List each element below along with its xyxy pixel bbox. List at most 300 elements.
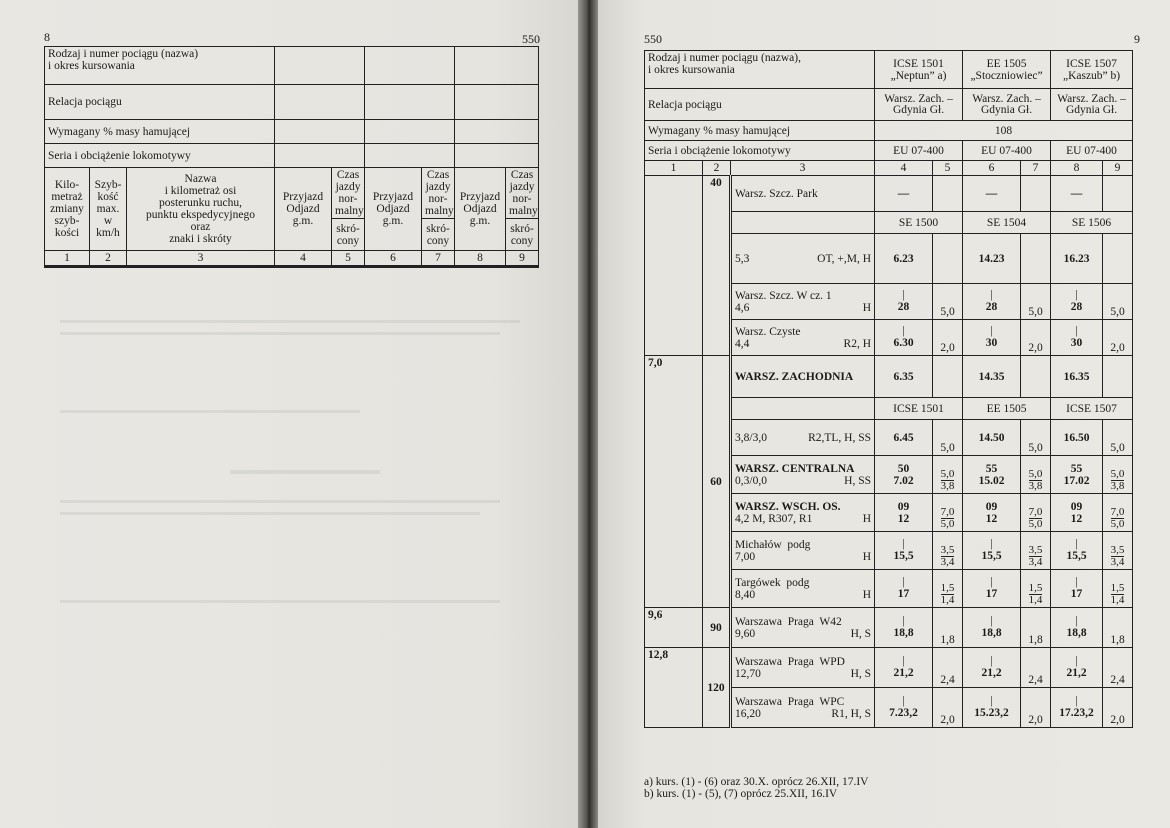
pass-through-mark: |	[1075, 615, 1078, 627]
left-col-time-short-2: skró- cony	[422, 219, 455, 251]
station-name: Warsz. Szcz. Park	[735, 187, 818, 200]
show-through-line	[60, 500, 500, 503]
run-time: 5,0	[1028, 306, 1043, 318]
run-time-normal: 5,0	[940, 468, 955, 480]
run-time-cell	[1021, 456, 1051, 494]
run-time-cell	[1103, 608, 1133, 648]
left-col-km: Kilo- metraż zmiany szyb- kości	[45, 168, 90, 251]
train-name: „Neptun” a)	[890, 69, 947, 82]
right-colnum: 1	[645, 161, 703, 176]
arrival-minute: 09	[1070, 500, 1083, 513]
run-time-normal: 7,0	[1028, 506, 1043, 518]
later-train: ICSE 1507	[1051, 398, 1133, 420]
left-col-time-norm-3: Czas jazdy nor- malny	[506, 168, 539, 219]
run-time: 1,8	[940, 634, 955, 646]
left-page	[0, 0, 578, 828]
table-row	[645, 608, 1133, 648]
station-km-marks	[735, 708, 871, 720]
run-time: 5,0	[1110, 306, 1125, 318]
run-time-cell	[1021, 176, 1051, 212]
station-marks: R2,TL, H, SS	[808, 431, 872, 444]
run-time-cell	[933, 494, 963, 532]
departure-time: —	[985, 187, 998, 200]
departure-time: 30	[985, 337, 998, 349]
time-cell	[963, 494, 1021, 532]
run-time-normal: 1,5	[1028, 582, 1043, 594]
time-cell	[875, 176, 933, 212]
station-marks: OT, +,M, H	[817, 252, 872, 265]
left-colnum: 8	[455, 251, 506, 267]
max-speed: 40	[703, 176, 731, 356]
pass-through-mark: |	[1075, 325, 1078, 337]
time-cell	[1051, 648, 1103, 688]
band-spacer	[731, 212, 875, 234]
departure-time: 15,5	[1066, 550, 1087, 562]
time-cell	[963, 420, 1021, 456]
right-colnum: 5	[933, 161, 963, 176]
departure-time: 12	[897, 512, 910, 525]
train-number: EE 1505	[986, 57, 1027, 70]
run-time: 5,0	[1028, 442, 1043, 454]
time-cell	[875, 456, 933, 494]
departure-time: 15.23,2	[974, 707, 1009, 719]
departure-time: 15,5	[981, 550, 1002, 562]
run-time-cell	[933, 648, 963, 688]
time-cell	[1051, 570, 1103, 608]
run-time: 5,0	[940, 306, 955, 318]
time-cell	[963, 284, 1021, 320]
station-km-marks	[735, 475, 871, 487]
run-time-short: 5,0	[940, 518, 955, 530]
departure-time: 7.23,2	[889, 707, 918, 719]
run-time-fraction	[1111, 507, 1125, 530]
time-cell	[1051, 456, 1103, 494]
station-km-axis: 16,20	[735, 707, 761, 720]
run-time: 1,8	[1028, 634, 1043, 646]
right-page-number: 9	[1134, 32, 1140, 46]
departure-time: 17	[1070, 588, 1083, 600]
time-cell	[1051, 356, 1103, 398]
station-km-marks	[735, 432, 871, 444]
station-marks: H	[862, 550, 872, 563]
left-colnum: 4	[275, 251, 332, 267]
run-time-cell	[933, 356, 963, 398]
departure-time: 17	[897, 588, 910, 600]
run-time-cell	[1021, 532, 1051, 570]
run-time-cell	[1021, 420, 1051, 456]
station-name: WARSZ. ZACHODNIA	[735, 370, 854, 383]
departure-time: 12	[1070, 512, 1083, 525]
arrival-minute: 50	[897, 462, 910, 475]
time-cell	[1051, 688, 1103, 728]
station-marks: H, S	[850, 667, 872, 680]
departure-time: 15,5	[893, 550, 914, 562]
left-col-time-norm-1: Czas jazdy nor- malny	[332, 168, 365, 219]
departure-time: 21,2	[893, 667, 914, 679]
right-train-label: Rodzaj i numer pociągu (nazwa), i okres kursowania	[645, 51, 875, 89]
departure-time: 18,8	[981, 627, 1002, 639]
footnote-a: a) kurs. (1) - (6) oraz 30.X. oprócz 26.XII, 17.IV	[644, 776, 869, 788]
left-colnum: 3	[127, 251, 275, 267]
prior-train: SE 1506	[1051, 212, 1133, 234]
left-colnum: 5	[332, 251, 365, 267]
run-time-cell	[1103, 356, 1133, 398]
time-cell	[1051, 494, 1103, 532]
max-speed: 60	[703, 356, 731, 608]
run-time: 1,8	[1110, 634, 1125, 646]
run-time-cell	[1103, 532, 1133, 570]
footnote-b: b) kurs. (1) - (5), (7) oprócz 25.XII, 16.IV	[644, 788, 838, 800]
station-km-marks	[735, 668, 871, 680]
station-cell	[731, 494, 875, 532]
run-time-cell	[1103, 320, 1133, 356]
left-col-arr-dep-3: Przyjazd Odjazd g.m.	[455, 168, 506, 251]
pass-through-mark: |	[902, 615, 905, 627]
run-time-cell	[1103, 284, 1133, 320]
departure-time: 12	[985, 512, 998, 525]
station-km-axis: 12,70	[735, 667, 761, 680]
time-cell	[1051, 420, 1103, 456]
loco-1: EU 07-400	[875, 141, 963, 161]
run-time-short: 3,4	[1028, 556, 1043, 568]
run-time: 2,0	[940, 714, 955, 726]
station-km-axis: 4,6	[735, 301, 750, 314]
run-time-cell	[1021, 494, 1051, 532]
station-km-marks	[735, 551, 871, 563]
departure-time: 16.23	[1063, 252, 1090, 265]
run-time-fraction	[941, 583, 955, 606]
show-through-line	[60, 512, 480, 515]
time-cell	[875, 284, 933, 320]
time-cell	[963, 234, 1021, 284]
run-time-fraction	[1029, 507, 1043, 530]
departure-time: 6.30	[893, 337, 914, 349]
station-marks: H	[862, 512, 872, 525]
departure-time: 18,8	[893, 627, 914, 639]
run-time-normal: 7,0	[1110, 506, 1125, 518]
station-name: Michałów podg	[735, 538, 811, 551]
time-cell	[875, 420, 933, 456]
pass-through-mark: |	[990, 538, 993, 550]
pass-through-mark: |	[1075, 538, 1078, 550]
loco-3: EU 07-400	[1051, 141, 1133, 161]
pass-through-mark: |	[990, 655, 993, 667]
station-cell	[731, 284, 875, 320]
station-km-axis: 4,4	[735, 337, 750, 350]
time-cell	[963, 320, 1021, 356]
station-name: WARSZ. WSCH. OS.	[735, 500, 841, 513]
time-cell	[1051, 320, 1103, 356]
run-time-short: 3,8	[1028, 480, 1043, 492]
station-name: Warszawa Praga W42	[735, 615, 842, 628]
run-time: 2,0	[1110, 714, 1125, 726]
max-speed: 120	[703, 648, 731, 728]
right-timetable	[644, 50, 1133, 728]
pass-through-mark: |	[902, 289, 905, 301]
train-relation-2: Warsz. Zach. – Gdynia Gł.	[963, 89, 1051, 121]
left-col-time-short-1: skró- cony	[332, 219, 365, 251]
run-time-short: 3,4	[1110, 556, 1125, 568]
run-time-cell	[1021, 608, 1051, 648]
station-name: Targówek podg	[735, 576, 810, 589]
run-time-cell	[1021, 320, 1051, 356]
later-train: ICSE 1501	[875, 398, 963, 420]
run-time-normal: 5,0	[1110, 468, 1125, 480]
pass-through-mark: |	[990, 289, 993, 301]
train-name: „Stoczniowiec”	[970, 69, 1043, 82]
run-time-fraction	[1029, 583, 1043, 606]
departure-time: 17	[985, 588, 998, 600]
time-cell	[1051, 176, 1103, 212]
run-time-normal: 1,5	[940, 582, 955, 594]
train-name: „Kaszub” b)	[1062, 69, 1121, 82]
show-through-line	[60, 410, 360, 413]
run-time-normal: 5,0	[1028, 468, 1043, 480]
train-relation-3: Warsz. Zach. – Gdynia Gł.	[1051, 89, 1133, 121]
train-header-1	[875, 51, 963, 89]
run-time-cell	[933, 456, 963, 494]
left-colnum: 6	[365, 251, 422, 267]
time-cell	[963, 570, 1021, 608]
train-header-2	[963, 51, 1051, 89]
show-through-line	[60, 600, 500, 603]
pass-through-mark: |	[902, 576, 905, 588]
right-timetable-number: 550	[644, 32, 662, 46]
station-cell	[731, 608, 875, 648]
departure-time: 21,2	[981, 667, 1002, 679]
run-time: 2,0	[1028, 342, 1043, 354]
left-col-time-norm-2: Czas jazdy nor- malny	[422, 168, 455, 219]
time-cell	[1051, 284, 1103, 320]
left-col-arr-dep-2: Przyjazd Odjazd g.m.	[365, 168, 422, 251]
time-cell	[1051, 608, 1103, 648]
run-time-normal: 7,0	[940, 506, 955, 518]
run-time-cell	[933, 570, 963, 608]
run-time-short: 5,0	[1028, 518, 1043, 530]
run-time: 2,4	[1028, 674, 1043, 686]
time-cell	[875, 356, 933, 398]
station-km-axis: 9,60	[735, 627, 756, 640]
departure-time: 16.35	[1063, 370, 1090, 383]
station-cell	[731, 176, 875, 212]
left-train-label: Rodzaj i numer pociągu (nazwa) i okres kursowania	[45, 47, 275, 85]
run-time-cell	[1021, 284, 1051, 320]
run-time-cell	[933, 176, 963, 212]
arrival-minute: 09	[985, 500, 998, 513]
left-col-speed: Szyb- kość max. w km/h	[90, 168, 127, 251]
run-time-short: 5,0	[1110, 518, 1125, 530]
prior-train: SE 1500	[875, 212, 963, 234]
departure-time: 6.35	[893, 370, 914, 383]
run-time-cell	[1021, 648, 1051, 688]
run-time-cell	[933, 608, 963, 648]
run-time-cell	[1021, 234, 1051, 284]
station-km-marks	[735, 513, 871, 525]
km-change: 7,0	[645, 356, 703, 608]
station-km-axis: 4,2 M, R307, R1	[735, 512, 813, 525]
max-speed: 90	[703, 608, 731, 648]
time-cell	[875, 648, 933, 688]
departure-time: 28	[1070, 301, 1083, 313]
run-time-fraction	[1111, 583, 1125, 606]
run-time-normal: 3,5	[1028, 544, 1043, 556]
station-cell	[731, 356, 875, 398]
band-spacer	[731, 398, 875, 420]
time-cell	[875, 320, 933, 356]
station-km-axis: 3,8/3,0	[735, 431, 767, 444]
pass-through-mark: |	[902, 655, 905, 667]
left-timetable-number: 550	[522, 32, 540, 46]
km-change: 12,8	[645, 648, 703, 728]
table-row	[645, 356, 1133, 398]
show-through-line	[230, 470, 380, 474]
pass-through-mark: |	[1075, 576, 1078, 588]
time-cell	[1051, 532, 1103, 570]
run-time-normal: 1,5	[1110, 582, 1125, 594]
station-km-axis: 8,40	[735, 588, 756, 601]
departure-time: 28	[985, 301, 998, 313]
run-time-cell	[1021, 356, 1051, 398]
time-cell	[963, 176, 1021, 212]
departure-time: 15.02	[978, 474, 1005, 487]
train-relation-1: Warsz. Zach. – Gdynia Gł.	[875, 89, 963, 121]
station-cell	[731, 532, 875, 570]
km-change: 9,6	[645, 608, 703, 648]
train-number: ICSE 1507	[1066, 57, 1117, 70]
run-time-cell	[933, 234, 963, 284]
run-time-short: 1,4	[1110, 594, 1125, 606]
run-time-cell	[1103, 494, 1133, 532]
station-km-marks	[735, 302, 871, 314]
time-cell	[875, 608, 933, 648]
run-time-fraction	[941, 507, 955, 530]
show-through-line	[60, 332, 500, 335]
run-time-cell	[933, 688, 963, 728]
station-km-marks	[735, 589, 871, 601]
departure-time: —	[1070, 187, 1083, 200]
station-name: Warsz. Czyste	[735, 325, 801, 338]
departure-time: 16.50	[1063, 431, 1090, 444]
run-time: 2,4	[940, 674, 955, 686]
left-colnum: 7	[422, 251, 455, 267]
run-time-cell	[1103, 176, 1133, 212]
station-km-marks	[735, 338, 871, 350]
run-time-cell	[1103, 648, 1133, 688]
station-cell	[731, 688, 875, 728]
left-colnum: 1	[45, 251, 90, 267]
pass-through-mark: |	[990, 615, 993, 627]
left-col-name: Nazwa i kilometraż osi posterunku ruchu, punktu ekspedycyjnego oraz znaki i skróty	[127, 168, 275, 251]
book-gutter	[578, 0, 598, 828]
time-cell	[963, 532, 1021, 570]
departure-time: 21,2	[1066, 667, 1087, 679]
station-cell	[731, 648, 875, 688]
departure-time: 17.02	[1063, 474, 1090, 487]
loco-2: EU 07-400	[963, 141, 1051, 161]
time-cell	[875, 570, 933, 608]
time-cell	[875, 234, 933, 284]
station-marks: R2, H	[843, 337, 872, 350]
pass-through-mark: |	[902, 695, 905, 707]
departure-time: 14.50	[978, 431, 1005, 444]
right-colnum: 6	[963, 161, 1021, 176]
right-relation-label: Relacja pociągu	[645, 89, 875, 121]
station-km-axis: 7,00	[735, 550, 756, 563]
footnotes	[644, 776, 869, 800]
right-colnum: 8	[1051, 161, 1103, 176]
run-time-fraction	[1029, 545, 1043, 568]
left-colnum: 9	[506, 251, 539, 267]
run-time-cell	[933, 320, 963, 356]
run-time-cell	[1021, 570, 1051, 608]
run-time-cell	[1103, 234, 1133, 284]
departure-time: 28	[897, 301, 910, 313]
run-time-normal: 3,5	[940, 544, 955, 556]
right-colnum: 7	[1021, 161, 1051, 176]
station-name: WARSZ. CENTRALNA	[735, 462, 855, 475]
departure-time: 18,8	[1066, 627, 1087, 639]
run-time-cell	[1103, 420, 1133, 456]
run-time-cell	[933, 420, 963, 456]
time-cell	[963, 608, 1021, 648]
table-row	[645, 176, 1133, 212]
run-time-cell	[1103, 688, 1133, 728]
arrival-minute: 55	[1070, 462, 1083, 475]
run-time-short: 3,8	[940, 480, 955, 492]
station-cell	[731, 420, 875, 456]
pass-through-mark: |	[1075, 655, 1078, 667]
departure-time: 7.02	[893, 474, 914, 487]
run-time: 2,0	[940, 342, 955, 354]
station-km-marks	[735, 628, 871, 640]
station-km-axis: 0,3/0,0	[735, 474, 767, 487]
time-cell	[963, 648, 1021, 688]
run-time-short: 3,4	[940, 556, 955, 568]
station-marks: H	[862, 301, 872, 314]
run-time-normal: 3,5	[1110, 544, 1125, 556]
pass-through-mark: |	[902, 325, 905, 337]
pass-through-mark: |	[1075, 289, 1078, 301]
time-cell	[875, 532, 933, 570]
time-cell	[875, 688, 933, 728]
station-km-axis: 5,3	[735, 252, 750, 265]
left-page-number: 8	[44, 30, 50, 44]
run-time: 2,4	[1110, 674, 1125, 686]
left-loco-label: Seria i obciążenie lokomotywy	[45, 144, 275, 168]
run-time-cell	[1021, 688, 1051, 728]
departure-time: 6.45	[893, 431, 914, 444]
run-time-cell	[933, 532, 963, 570]
station-marks: H, S	[850, 627, 872, 640]
right-page	[598, 0, 1170, 828]
run-time: 5,0	[940, 442, 955, 454]
arrival-minute: 55	[985, 462, 998, 475]
pass-through-mark: |	[902, 538, 905, 550]
run-time-short: 1,4	[940, 594, 955, 606]
departure-time: —	[897, 187, 910, 200]
right-colnum: 3	[731, 161, 875, 176]
pass-through-mark: |	[990, 576, 993, 588]
show-through-line	[60, 320, 520, 323]
prior-train: SE 1504	[963, 212, 1051, 234]
braking-value: 108	[875, 121, 1133, 141]
km-change	[645, 176, 703, 356]
station-km-marks	[735, 253, 871, 265]
pass-through-mark: |	[1075, 695, 1078, 707]
left-header-table	[44, 46, 539, 268]
left-col-arr-dep-1: Przyjazd Odjazd g.m.	[275, 168, 332, 251]
pass-through-mark: |	[990, 695, 993, 707]
